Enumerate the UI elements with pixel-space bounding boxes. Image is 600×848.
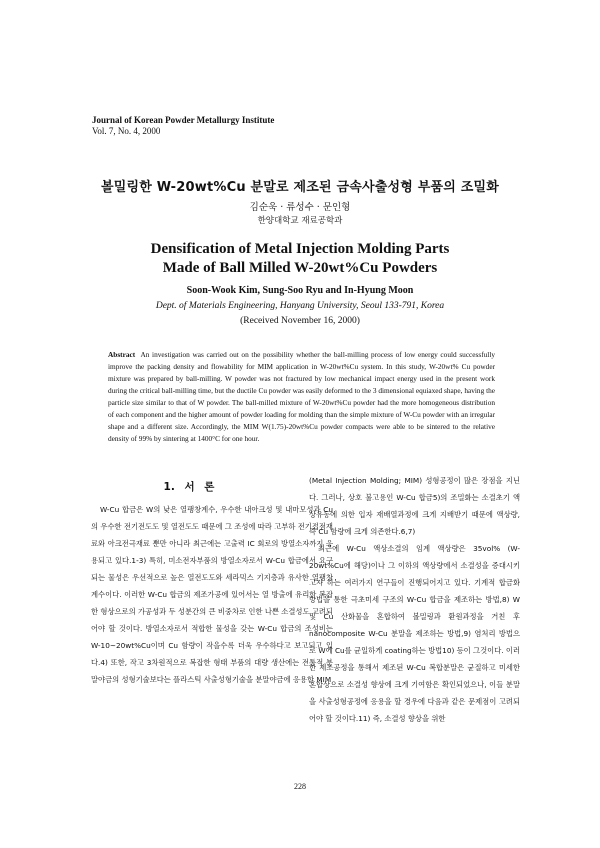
page-number: 228	[294, 782, 306, 791]
korean-title: 볼밀링한 W-20wt%Cu 분말로 제조된 금속사출성형 부품의 조밀화	[100, 180, 500, 195]
right-column	[309, 472, 520, 727]
section-heading-introduction: 1. 서 론	[163, 481, 215, 493]
english-affiliation: Dept. of Materials Engineering, Hanyang University, Seoul 133-791, Korea	[155, 301, 445, 311]
korean-authors: 김순욱 · 류성수 · 문인형	[249, 202, 351, 213]
right-paragraph-2: 최근에 W-Cu 액상소결의 임계 액상량은 35vol% (W-20wt%Cu에 해당)이나 그 이하의 액상량에서 소결성을 증대시키고자 하는 여러가지 연구들이 진행되어지고 있다. 기계적 합금화 방법을 통한 극초미세 구조의 W-Cu 합금을 제조하는 방법,8) W 및 Cu 산화물을 혼합하여 볼밀링과 환원과정을 거친 후 nanocomposite W-Cu 분말을 제조하는 방법,9) 염처리 방법으로 W에 Cu를 균일하게 coating하는 방법10) 등이 그것이다. 이러한 제조공정을 통해서 제조된 W-Cu 복합분말은 균질하고 미세한 혼합상으로 소결성 향상에 크게 기여함은 확인되었으나, 이들 분말을 사출성형공정에 응용을 할 경우에 다음과 같은 문제점이 고려되어야 할 것이다.11) 즉, 소결성 향상을 위한	[309, 544, 520, 723]
abstract	[108, 349, 495, 445]
left-column	[91, 501, 333, 688]
journal-header	[92, 115, 274, 137]
korean-affiliation: 한양대학교 재료공학과	[257, 216, 343, 226]
english-title-line2: Made of Ball Milled W-20wt%Cu Powders	[162, 260, 438, 276]
right-paragraph-1: (Metal Injection Molding; MIM) 성형공정이 많은 장점을 지닌다. 그러나, 상호 불고용인 W-Cu 합금5)의 조밀화는 소결초기 액상유동에 의한 입자 재배열과정에 크게 지배받기 때문에 액상량, 즉 Cu 함량에 크게 의존한다.6,7)	[309, 476, 520, 536]
journal-name: Journal of Korean Powder Metallurgy Institute	[92, 115, 275, 125]
abstract-label: Abstract	[108, 350, 136, 359]
received-date: (Received November 16, 2000)	[240, 316, 360, 326]
abstract-text: An investigation was carried out on the possibility whether the ball-milling process of low energy could successfully improve the packing density and flowability for MIM application in W-20wt%Cu system. In this study, W-20wt% Cu powder mixture was prepared by ball-milling. W powder was not fractured by low mechanical impact energy used in the present work during the critical ball-milling time, but the ductile Cu powder was easily deformed to the 3 dimensional equiaxed shape, having the particle size similar to that of W powder. The ball-milled mixture of W-20wt%Cu powder had the more homogeneous distribution of each component and the higher amount of powder loading for molding than the simple mixture of W-Cu powder with an irregular shape and a different size. Accordingly, the MIM W(1.75)-20wt%Cu powder compacts were able to be sintered to the relative density of 99% by sintering at 1400°C for one hour.	[108, 350, 495, 443]
journal-issue: Vol. 7, No. 4, 2000	[92, 126, 161, 136]
english-title	[0, 240, 600, 278]
english-authors: Soon-Wook Kim, Sung-Soo Ryu and In-Hyung Moon	[186, 285, 414, 296]
english-title-line1: Densification of Metal Injection Molding Parts	[150, 241, 450, 257]
left-paragraph-1: W-Cu 합금은 W의 낮은 열팽창계수, 우수한 내아크성 및 내마모성과 Cu의 우수한 전기전도도 및 열전도도 때문에 그 조성에 따라 고부하 전기접점재료와 아크전극재료 뿐만 아니라 최근에는 고출력 IC 회로의 방열소자까지 응용되고 있다.1-3) 특히, 미소전자부품의 방열소자로서 W-Cu 합금에서 요구되는 물성은 우선적으로 높은 열전도도와 세라믹스 기지층과 유사한 열팽창계수이다. 이러한 W-Cu 합금의 제조가공에 있어서는 열 방출에 유리한 복잡한 형상으로의 가공성과 두 성분간의 큰 비중차로 인한 나쁜 소결성도 고려되어야 할 것이다. 방열소자로서 적합한 물성을 갖는 W-Cu 합금의 조성비는 W-10~20wt%Cu이며 Cu 함량이 작을수록 더욱 우수하다고 보고되고 있다.4) 또한, 작고 3차원적으로 복잡한 형태 부품의 대량 생산에는 전통적 분말야금의 성형기술보다는 플라스틱 사출성형기술을 분말야금에 응용한 MIM	[91, 505, 333, 684]
